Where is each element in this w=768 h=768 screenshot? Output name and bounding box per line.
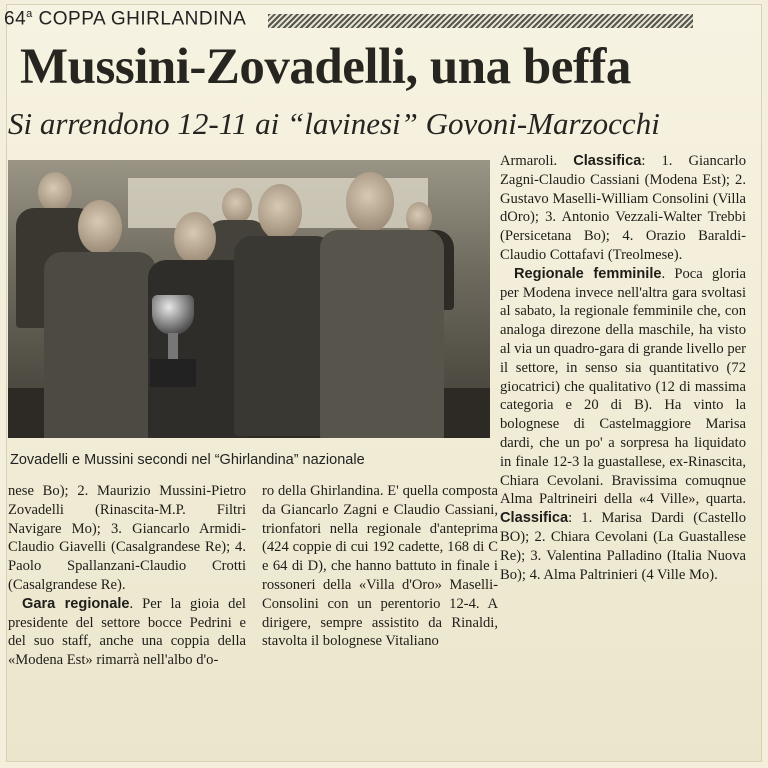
- news-photo: [8, 160, 490, 438]
- photo-caption: Zovadelli e Mussini secondi nel “Ghirlandina” nazionale: [10, 452, 365, 468]
- kicker-number: 64: [4, 8, 27, 30]
- column-1-body: . Per la gioia del presidente del settore bocce Pedrini e del suo staff, anche una coppia della «Modena Est» rimarrà nell'albo d'o-: [8, 595, 246, 669]
- article-column-2: [262, 482, 498, 651]
- headline: Mussini-Zovadelli, una beffa: [20, 39, 631, 95]
- column-2-body: ro della Ghirlandina. E' quella composta da Giancarlo Zagni e Claudio Cassiani, trionfatori nella regionale d'anteprima (424 coppie di cui 192 cadette, 168 di C e 64 di D), che hanno battuto in finale i rossoneri della «Villa d'Oro» Maselli-Consolini con un perentorio 12-4. A dirigere, sempre assistito da Rinaldi, stavolta il bolognese Vitaliano: [262, 483, 498, 650]
- section-title-gara-regionale: Gara regionale: [22, 595, 130, 612]
- column-1-lead: nese Bo); 2. Maurizio Mussini-Pietro Zovadelli (Rinascita-M.P. Filtri Navigare Mo); 3. Giancarlo Armidi-Claudio Giavelli (Casalgrandese Re); 4. Paolo Spallanzani-Claudio Crotti (Casalgrandese Re).: [8, 483, 246, 593]
- article-column-3: [500, 152, 746, 584]
- classifica-text-1: : 1. Giancarlo Zagni-Claudio Cassiani (Modena Est); 2. Gustavo Maselli-William Consolini (Villa dOro); 3. Antonio Vezzali-Walter Trebbi (Persicetana Bo); 4. Orazio Baraldi-Claudio Cottafavi (Treolmese).: [500, 153, 746, 263]
- kicker-rule: [268, 14, 693, 28]
- kicker-ordinal: a: [26, 8, 33, 20]
- column-3-body: . Poca gloria per Modena invece nell'altra gara svoltasi al sabato, la regionale femminile che, con analoga direzone della maschile, ha visto al via un quadro-gara di grande livello per il settore, in senso sia quantitativo (72 giocatrici) che qualitativo (12 di massima categoria e 20 di B). Ha vinto la bolognese di Castelmaggiore Marisa dardi, che un po' a sorpresa ha liquidato in finale 12-3 la guastallese, ex-Rinascita, Chiara Cevolani. Bravissima comuqnue Alma Paltrineiri della «4 Ville», quarta.: [500, 265, 746, 508]
- classifica-label-1: Classifica: [573, 153, 642, 169]
- trophy: [144, 295, 202, 395]
- subheadline: Si arrendono 12-11 ai “lavinesi” Govoni-Marzocchi: [8, 106, 660, 141]
- classifica-label-2: Classifica: [500, 510, 569, 527]
- section-kicker: [4, 8, 246, 30]
- section-title-regionale-femminile: Regionale femminile: [514, 265, 662, 282]
- article-column-1: [8, 482, 246, 670]
- classifica-text-2: : 1. Marisa Dardi (Castello BO); 2. Chiara Cevolani (La Guastallese Re); 3. Valentina Palladino (Italia Nuova Bo); 4. Alma Paltrinieri (4 Ville Mo).: [500, 510, 746, 583]
- column-3-lead: Armaroli.: [500, 153, 574, 169]
- kicker-text: COPPA GHIRLANDINA: [38, 8, 247, 30]
